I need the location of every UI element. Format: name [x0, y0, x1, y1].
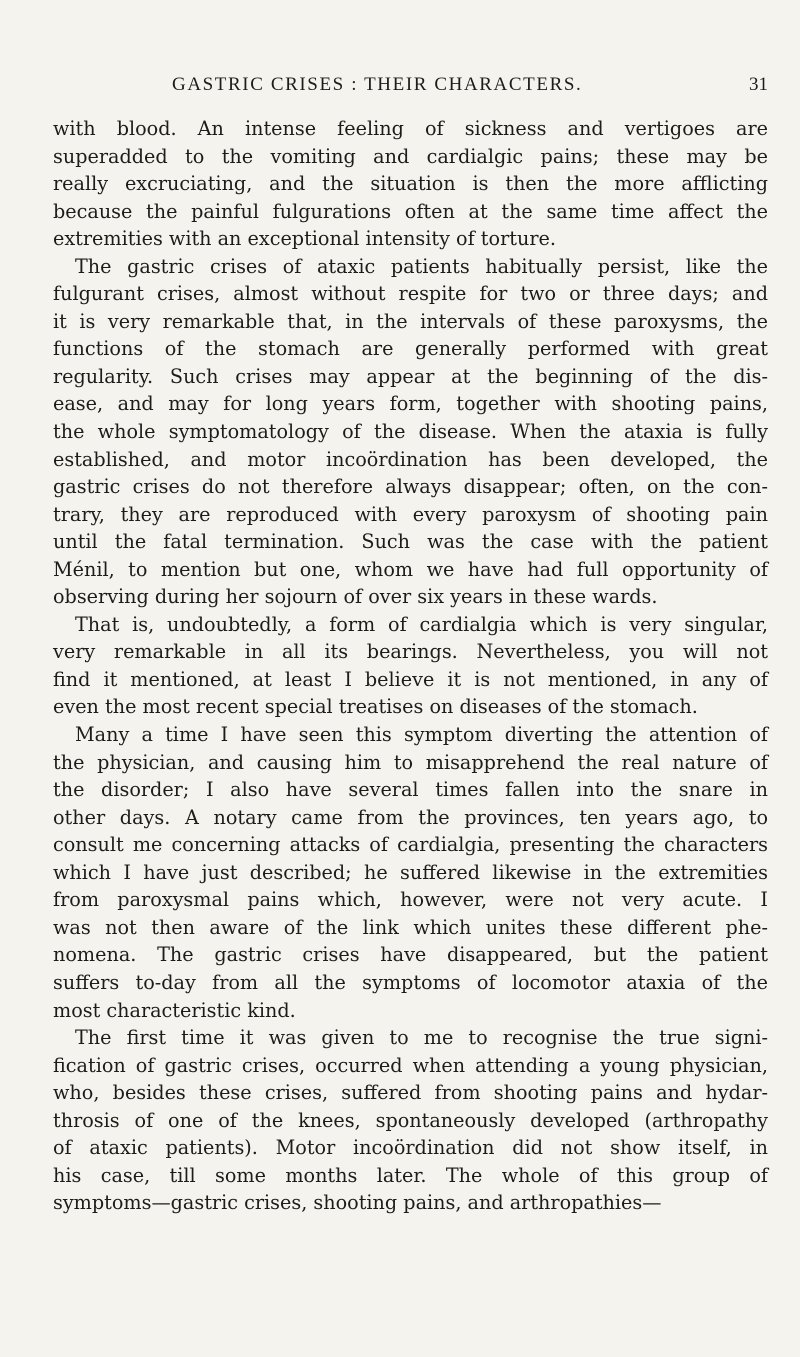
text-line: very remarkable in all its bearings. Nevertheless, you will not [53, 640, 768, 664]
text-line: consult me concerning attacks of cardialgia, presenting the characters [53, 833, 768, 857]
running-head [172, 74, 768, 100]
text-line: the physician, and causing him to misapprehend the real nature of [53, 750, 768, 774]
text-line: of ataxic patients). Motor incoördination did not show itself, in [53, 1136, 768, 1160]
text-line: Ménil, to mention but one, whom we have had full opportunity of [53, 557, 768, 581]
text-line: gastric crises do not therefore always disappear; often, on the con- [53, 475, 768, 499]
text-line: nomena. The gastric crises have disappeared, but the patient [53, 943, 768, 967]
text-line: regularity. Such crises may appear at the beginning of the dis- [53, 364, 768, 388]
text-line: find it mentioned, at least I believe it is not mentioned, in any of [53, 667, 768, 691]
text-line: it is very remarkable that, in the intervals of these paroxysms, the [53, 309, 768, 333]
text-line: superadded to the vomiting and cardialgic pains; these may be [53, 144, 768, 168]
text-line: even the most recent special treatises on diseases of the stomach. [53, 695, 698, 719]
text-line: who, besides these crises, suffered from shooting pains and hydar- [53, 1081, 768, 1105]
text-line: suffers to-day from all the symptoms of locomotor ataxia of the [53, 970, 768, 994]
text-line: with blood. An intense feeling of sickness and vertigoes are [53, 117, 768, 140]
paragraph-first-line: The gastric crises of ataxic patients habitually persist, like the [75, 254, 768, 278]
text-line: the whole symptomatology of the disease. When the ataxia is fully [53, 420, 768, 444]
text-line: ease, and may for long years form, together with shooting pains, [53, 392, 768, 416]
paragraph-first-line: That is, undoubtedly, a form of cardialgia which is very singular, [75, 612, 768, 636]
page-number: 31 [749, 74, 768, 95]
text-line: functions of the stomach are generally performed with great [53, 337, 768, 361]
text-line: the disorder; I also have several times fallen into the snare in [53, 778, 768, 802]
text-line: trary, they are reproduced with every paroxysm of shooting pain [53, 502, 768, 526]
text-line: from paroxysmal pains which, however, were not very acute. I [53, 888, 768, 912]
text-line: fulgurant crises, almost without respite for two or three days; and [53, 282, 768, 306]
text-line: which I have just described; he suffered likewise in the extremities [53, 860, 768, 884]
text-line: most characteristic kind. [53, 998, 296, 1022]
text-line: extremities with an exceptional intensity of torture. [53, 227, 556, 251]
body-text [53, 115, 768, 1217]
text-line: because the painful fulgurations often at the same time affect the [53, 199, 768, 223]
text-line: fication of gastric crises, occurred when attending a young physician, [53, 1053, 768, 1077]
paragraph-first-line: The first time it was given to me to recognise the true signi- [75, 1026, 768, 1050]
text-line: his case, till some months later. The whole of this group of [53, 1163, 768, 1187]
text-line: established, and motor incoördination has been developed, the [53, 447, 768, 471]
text-line: observing during her sojourn of over six years in these wards. [53, 585, 658, 609]
text-line: really excruciating, and the situation is then the more afflicting [53, 172, 768, 196]
text-line: until the fatal termination. Such was the case with the patient [53, 530, 768, 554]
paragraph-first-line: Many a time I have seen this symptom diverting the attention of [75, 723, 768, 747]
running-title: GASTRIC CRISES : THEIR CHARACTERS. [172, 74, 583, 95]
text-line: throsis of one of the knees, spontaneously developed (arthropathy [53, 1108, 768, 1132]
text-line: was not then aware of the link which unites these different phe- [53, 915, 768, 939]
text-line: other days. A notary came from the provinces, ten years ago, to [53, 805, 768, 829]
text-line: symptoms—gastric crises, shooting pains, and arthropathies— [53, 1191, 662, 1215]
